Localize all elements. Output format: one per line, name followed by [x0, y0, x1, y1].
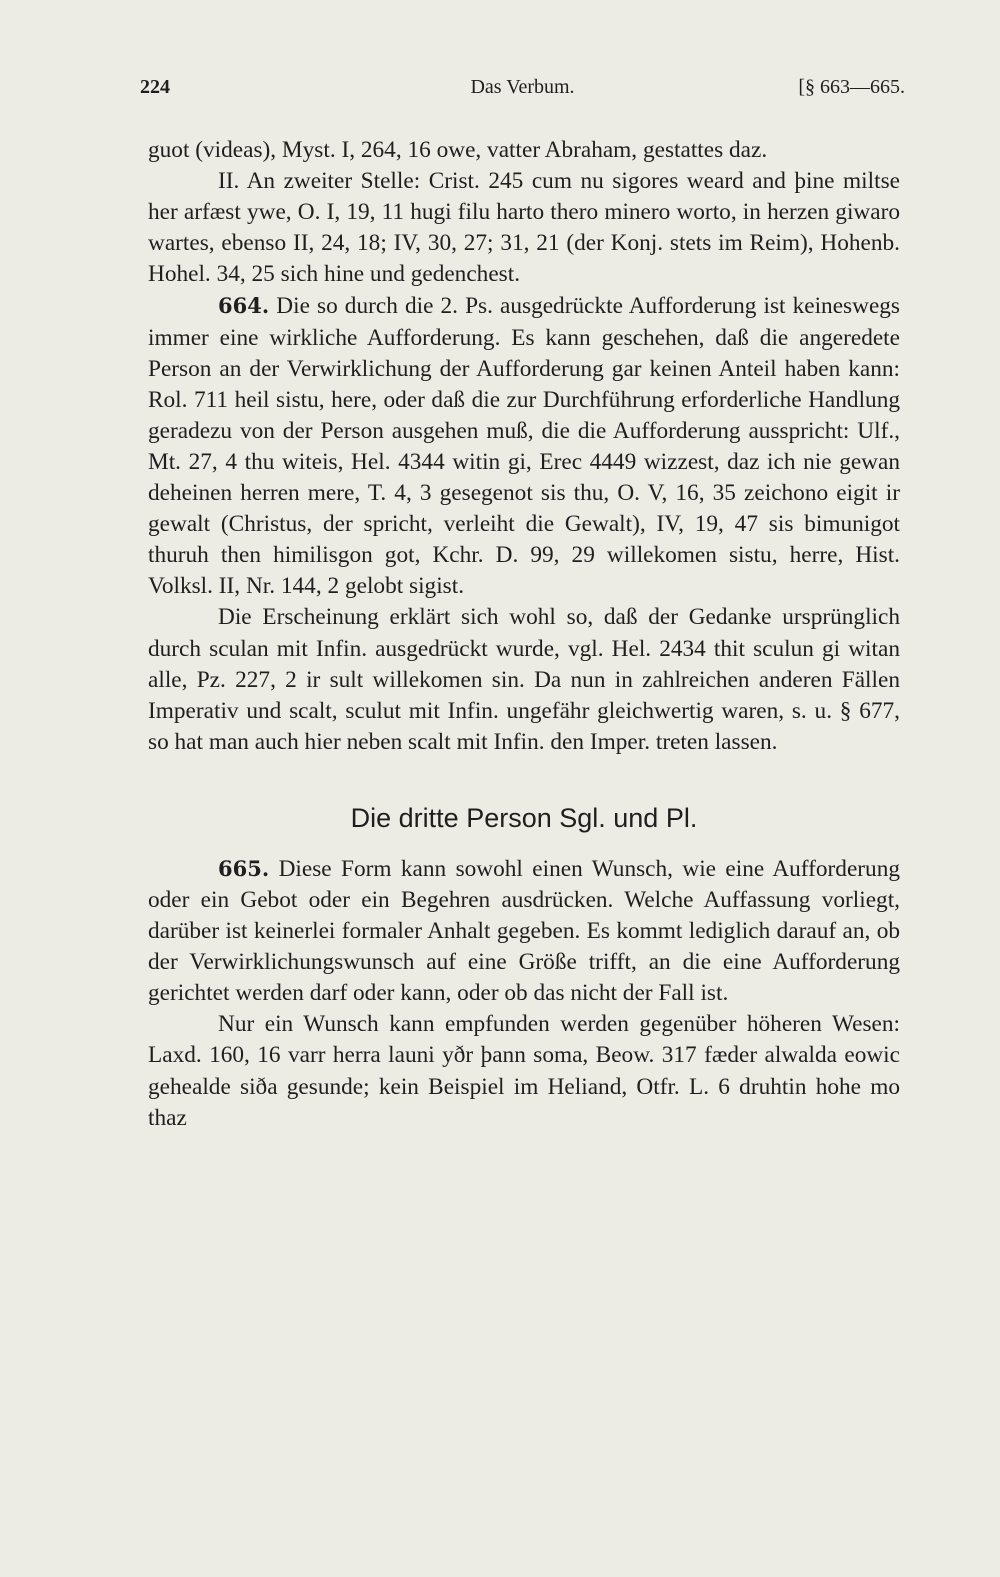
paragraph-continuation: guot (videas), Myst. I, 264, 16 owe, vatter Abraham, gestattes daz. — [148, 137, 768, 163]
running-title: Das Verbum. — [470, 76, 575, 98]
section-heading: Die dritte Person Sgl. und Pl. — [350, 802, 698, 833]
section-number-664: 664. — [218, 293, 270, 319]
running-header — [140, 76, 905, 106]
section-range: [§ 663—665. — [798, 76, 905, 98]
body-text — [148, 135, 900, 1134]
paragraph-second-position: II. An zweiter Stelle: Crist. 245 cum nu sigores weard and þine miltse her arfæst ywe, O. I, 19, 11 hugi filu harto thero minero worto, in herzen giwaro wartes, ebenso II, 24, 18; IV, 30, 27; 31, 21 (der Konj. stets im Reim), Hohenb. Hohel. 34, 25 sich hine und gedenchest. — [148, 168, 900, 288]
paragraph-explanation: Die Erscheinung erklärt sich wohl so, daß der Gedanke ursprünglich durch sculan mit Infin. ausgedrückt wurde, vgl. Hel. 2434 thit sculun gi witan alle, Pz. 227, 2 ir sult willekomen sin. Da nun in zahlreichen anderen Fällen Imperativ und scalt, sculut mit Infin. ungefähr gleichwertig waren, s. u. § 677, so hat man auch hier neben scalt mit Infin. den Imper. treten lassen. — [148, 604, 900, 755]
section-664 — [148, 290, 900, 602]
section-number-665: 665. — [218, 855, 270, 881]
paragraph-higher-beings: Nur ein Wunsch kann empfunden werden gegenüber höheren Wesen: Laxd. 160, 16 varr herra launi yðr þann soma, Beow. 317 fæder alwalda eowic gehealde siða gesunde; kein Beispiel im Heliand, Otfr. L. 6 druhtin hohe mo thaz — [148, 1011, 900, 1131]
section-664-text: Die so durch die 2. Ps. ausgedrückte Aufforderung ist keineswegs immer eine wirkliche Aufforderung. Es kann geschehen, daß die angeredete Person an der Verwirklichung der Aufforderung gar keinen Anteil haben kann: Rol. 711 heil sistu, here, oder daß die zur Durchführung erforderliche Handlung geradezu von der Person ausgehen muß, die die Aufforderung ausspricht: Ulf., Mt. 27, 4 thu witeis, Hel. 4344 witin gi, Erec 4449 wizzest, daz ich nie gewan deheinen herren mere, T. 4, 3 gesegenot sis thu, O. V, 16, 35 zeichono eigit ir gewalt (Christus, der spricht, verleiht die Gewalt), IV, 19, 47 sis bimunigot thuruh then himilisgon got, Kchr. D. 99, 29 willekomen sistu, herre, Hist. Volksl. II, Nr. 144, 2 gelobt sigist. — [148, 293, 900, 600]
section-665 — [148, 853, 900, 1009]
section-665-text: Diese Form kann sowohl einen Wunsch, wie eine Aufforderung oder ein Gebot oder ein Begehren ausdrücken. Welche Auffassung vorliegt, darüber ist keinerlei formaler Anhalt gegeben. Es kommt lediglich darauf an, ob der Verwirklichungswunsch auf eine Größe trifft, an die eine Aufforderung gerichtet werden darf oder kann, oder ob das nicht der Fall ist. — [148, 855, 900, 1007]
page-number: 224 — [140, 76, 170, 98]
